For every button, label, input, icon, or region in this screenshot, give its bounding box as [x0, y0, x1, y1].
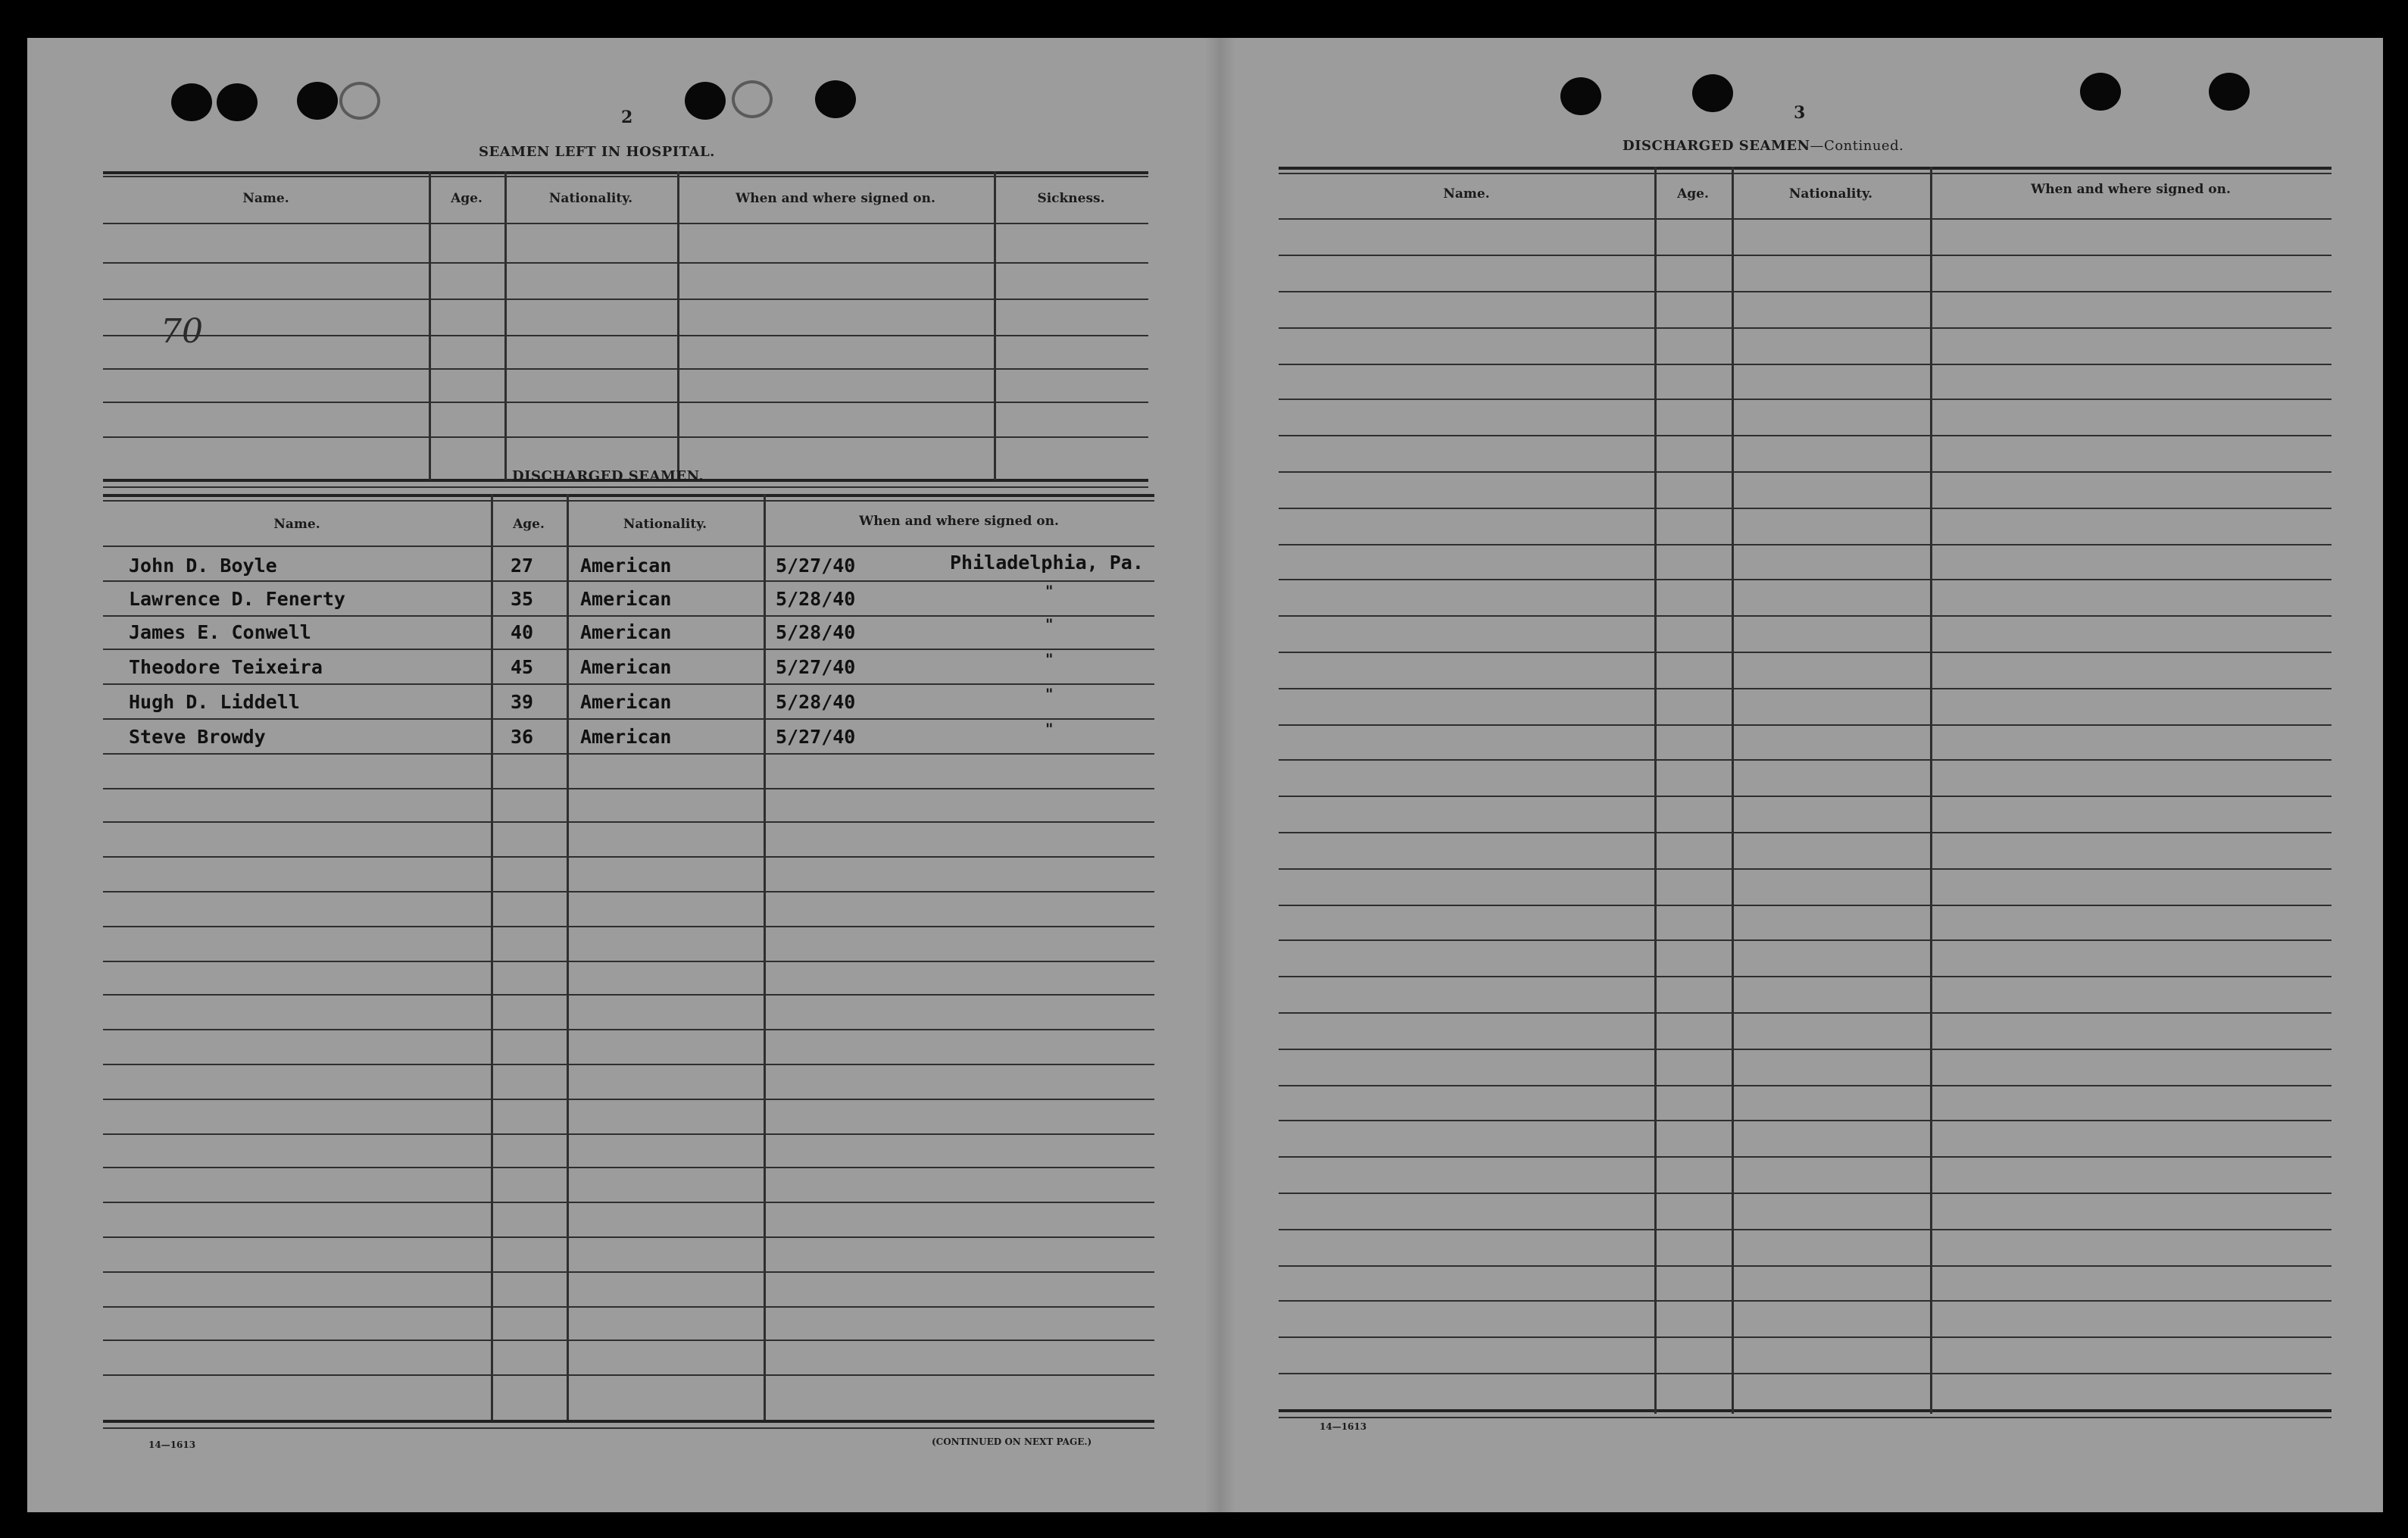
page-number: 3 [1794, 103, 1806, 123]
page-number: 2 [621, 108, 633, 127]
punch-hole [1692, 74, 1733, 112]
discharged-continued-heading [1623, 138, 1904, 154]
row-age: 35 [511, 588, 534, 610]
discharged-col-name: Name. [273, 517, 320, 532]
form-number: 14—1613 [148, 1440, 196, 1450]
row-date: 5/28/40 [776, 621, 856, 643]
row-date: 5/28/40 [776, 691, 856, 713]
document-sheet [27, 38, 2383, 1512]
row-place: " [1045, 720, 1054, 738]
row-place: " [1045, 650, 1054, 668]
row-place: " [1045, 615, 1054, 633]
punch-hole [339, 82, 380, 120]
discharged-continued-table [1279, 167, 2331, 1432]
row-name: John D. Boyle [129, 555, 277, 577]
row-date: 5/27/40 [776, 656, 856, 678]
discharged-col-signed-on: When and where signed on. [859, 514, 1059, 529]
continued-col-name: Name. [1443, 186, 1490, 202]
row-age: 39 [511, 691, 534, 713]
row-place: Philadelphia, Pa. [950, 552, 1144, 574]
hospital-heading: SEAMEN LEFT IN HOSPITAL. [479, 144, 715, 160]
heading-main: DISCHARGED SEAMEN [1623, 138, 1810, 154]
discharged-table [103, 494, 1154, 1441]
heading-suffix: —Continued. [1810, 138, 1904, 154]
row-name: Lawrence D. Fenerty [129, 588, 345, 610]
row-age: 36 [511, 726, 534, 748]
row-name: Steve Browdy [129, 726, 266, 748]
continued-note: (CONTINUED ON NEXT PAGE.) [932, 1436, 1092, 1447]
row-nationality: American [580, 656, 672, 678]
continued-col-nationality: Nationality. [1788, 186, 1873, 202]
page-fold [1205, 38, 1235, 1512]
row-age: 40 [511, 621, 534, 643]
hospital-col-signed-on: When and where signed on. [736, 191, 935, 206]
discharged-heading: DISCHARGED SEAMEN. [512, 468, 704, 484]
row-date: 5/27/40 [776, 726, 856, 748]
punch-hole [1560, 77, 1601, 115]
row-place: " [1045, 582, 1054, 600]
row-place: " [1045, 685, 1054, 703]
row-nationality: American [580, 588, 672, 610]
row-nationality: American [580, 691, 672, 713]
row-name: James E. Conwell [129, 621, 311, 643]
row-date: 5/28/40 [776, 588, 856, 610]
hospital-table [103, 171, 1148, 489]
row-age: 27 [511, 555, 534, 577]
row-date: 5/27/40 [776, 555, 856, 577]
punch-hole [2209, 73, 2250, 111]
hospital-col-name: Name. [242, 191, 289, 206]
form-number: 14—1613 [1320, 1421, 1367, 1432]
punch-hole [685, 82, 726, 120]
row-nationality: American [580, 621, 672, 643]
punch-hole [732, 80, 773, 118]
hospital-col-age: Age. [451, 191, 483, 206]
punch-hole [217, 83, 258, 121]
row-nationality: American [580, 726, 672, 748]
handwritten-note: 70 [161, 312, 203, 351]
punch-hole [171, 83, 212, 121]
row-nationality: American [580, 555, 672, 577]
continued-col-age: Age. [1677, 186, 1709, 202]
punch-hole [815, 80, 856, 118]
row-name: Theodore Teixeira [129, 656, 323, 678]
hospital-col-sickness: Sickness. [1037, 191, 1105, 206]
row-age: 45 [511, 656, 534, 678]
punch-hole [2080, 73, 2121, 111]
row-name: Hugh D. Liddell [129, 691, 300, 713]
discharged-col-age: Age. [513, 517, 545, 532]
continued-col-signed-on: When and where signed on. [2031, 182, 2231, 197]
punch-hole [297, 82, 338, 120]
discharged-col-nationality: Nationality. [623, 517, 707, 532]
hospital-col-nationality: Nationality. [548, 191, 633, 206]
